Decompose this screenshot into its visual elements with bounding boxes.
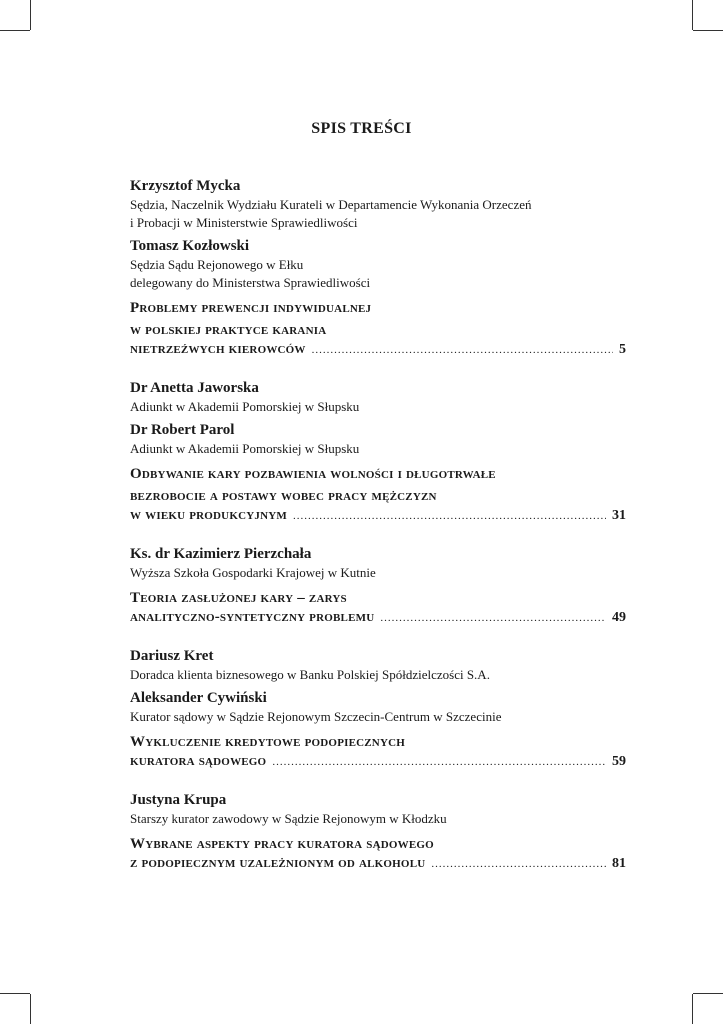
article-title-line: kuratora sądowego [130, 753, 267, 769]
author-affiliation: delegowany do Ministerstwa Sprawiedliwości [130, 275, 371, 290]
author-block [130, 379, 626, 416]
crop-mark [693, 993, 723, 994]
page-number: 31 [612, 508, 626, 523]
article-title-line: nietrzeźwych kierowców [130, 341, 306, 357]
author-block [130, 791, 626, 828]
author-block [130, 647, 626, 684]
page-title: SPIS TREŚCI [311, 120, 412, 137]
article-title-line: Odbywanie kary pozbawienia wolności i długotrwałe [130, 466, 496, 482]
author-affiliation: Sędzia, Naczelnik Wydziału Kurateli w Departamencie Wykonania Orzeczeń [130, 197, 532, 212]
crop-mark [692, 0, 693, 30]
article-title-line: w wieku produkcyjnym [130, 507, 287, 523]
page-number: 59 [612, 754, 626, 769]
toc-entry [130, 647, 626, 770]
toc-entry [130, 791, 626, 872]
crop-mark [692, 994, 693, 1024]
crop-mark [0, 993, 30, 994]
toc-line[interactable] [130, 507, 626, 524]
article-title-line: w polskiej praktyce karania [130, 322, 327, 338]
author-affiliation: i Probacji w Ministerstwie Sprawiedliwości [130, 215, 358, 230]
toc-entry [130, 379, 626, 524]
toc-line[interactable] [130, 753, 626, 770]
page-number: 81 [612, 856, 626, 871]
author-name: Dariusz Kret [130, 648, 214, 664]
article-title-line: Wybrane aspekty pracy kuratora sądowego [130, 836, 434, 852]
author-block [130, 237, 626, 292]
dot-leader [312, 344, 613, 356]
toc-entry [130, 545, 626, 626]
author-name: Ks. dr Kazimierz Pierzchała [130, 546, 312, 562]
author-block [130, 421, 626, 458]
toc-line[interactable] [130, 855, 626, 872]
author-block [130, 545, 626, 582]
article-title-line: Problemy prewencji indywidualnej [130, 300, 372, 316]
toc-line[interactable] [130, 609, 626, 626]
author-affiliation: Starszy kurator zawodowy w Sądzie Rejonowym w Kłodzku [130, 811, 447, 826]
author-affiliation: Sędzia Sądu Rejonowego w Ełku [130, 257, 304, 272]
dot-leader [431, 858, 606, 870]
author-affiliation: Adiunkt w Akademii Pomorskiej w Słupsku [130, 441, 360, 456]
author-affiliation: Wyższa Szkoła Gospodarki Krajowej w Kutnie [130, 565, 376, 580]
author-block [130, 689, 626, 726]
author-name: Tomasz Kozłowski [130, 238, 250, 254]
dot-leader [293, 510, 606, 522]
article-title-line: analityczno-syntetyczny problemu [130, 609, 375, 625]
page-number: 49 [612, 610, 626, 625]
toc-entry [130, 177, 626, 358]
crop-mark [30, 0, 31, 30]
article-title-line: bezrobocie a postawy wobec pracy mężczyzn [130, 488, 437, 504]
author-name: Aleksander Cywiński [130, 690, 267, 706]
dot-leader [380, 612, 606, 624]
author-block [130, 177, 626, 232]
crop-mark [0, 30, 30, 31]
author-name: Dr Robert Parol [130, 422, 235, 438]
author-affiliation: Adiunkt w Akademii Pomorskiej w Słupsku [130, 399, 360, 414]
dot-leader [272, 756, 606, 768]
crop-mark [693, 30, 723, 31]
author-affiliation: Kurator sądowy w Sądzie Rejonowym Szczecin-Centrum w Szczecinie [130, 709, 502, 724]
crop-mark [30, 994, 31, 1024]
article-title-line: Wykluczenie kredytowe podopiecznych [130, 734, 405, 750]
article-title-line: Teoria zasłużonej kary – zarys [130, 590, 347, 606]
author-name: Dr Anetta Jaworska [130, 380, 259, 396]
author-affiliation: Doradca klienta biznesowego w Banku Polskiej Spółdzielczości S.A. [130, 667, 490, 682]
author-name: Justyna Krupa [130, 792, 227, 808]
article-title-line: z podopiecznym uzależnionym od alkoholu [130, 855, 426, 871]
author-name: Krzysztof Mycka [130, 178, 241, 194]
page-number: 5 [619, 342, 626, 357]
toc-line[interactable] [130, 341, 626, 358]
table-of-contents [130, 177, 626, 893]
